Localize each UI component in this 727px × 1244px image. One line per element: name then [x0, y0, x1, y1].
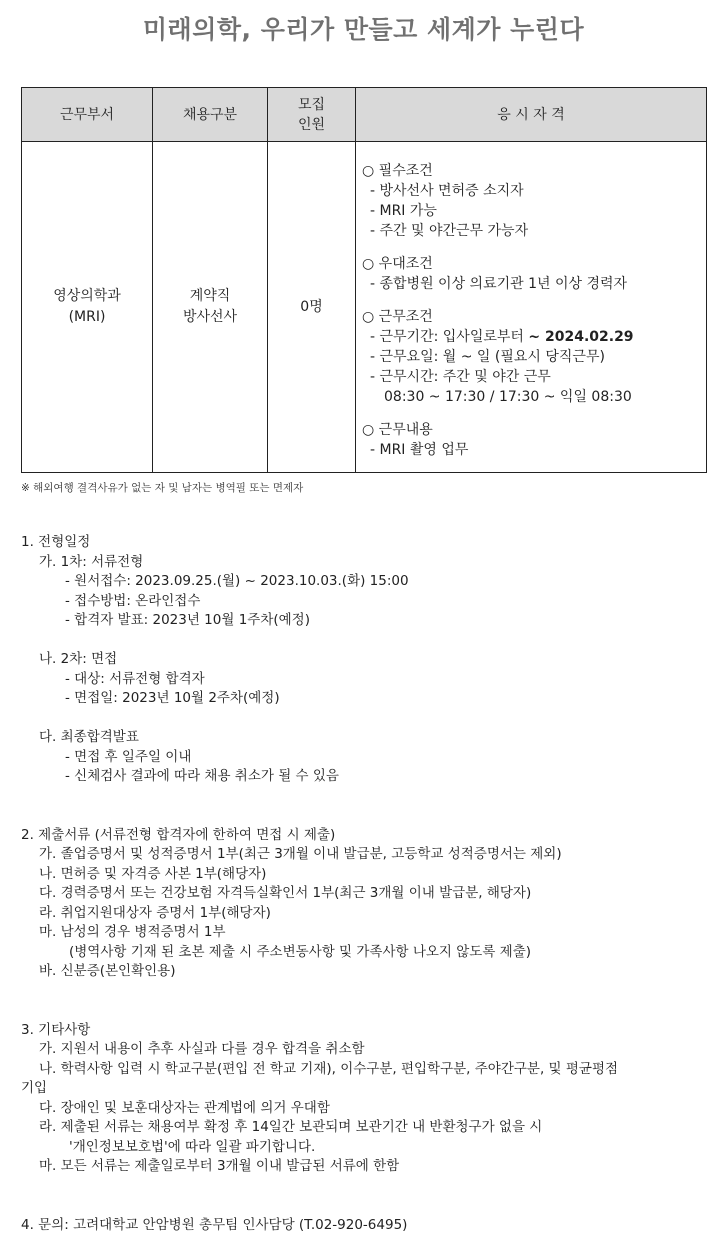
table-footnote: ※ 해외여행 결격사유가 없는 자 및 남자는 병역필 또는 면제자 — [21, 482, 304, 494]
section-title: 1. 전형일정 — [21, 534, 91, 550]
list-item: 라. 취업지원대상자 증명서 1부(해당자) — [39, 904, 271, 921]
work-hours-detail: 08:30 ~ 17:30 / 17:30 ~ 익일 08:30 — [384, 389, 632, 405]
contact-info: 4. 문의: 고려대학교 안암병원 총무팀 인사담당 (T.02-920-6495) — [21, 1216, 408, 1233]
list-item: 다. 최종합격발표 — [39, 729, 139, 745]
required-title: ○ 필수조건 — [362, 163, 433, 179]
cell-dept — [22, 142, 153, 473]
header-count-line2: 인원 — [297, 116, 326, 133]
header-count-line1: 모집 — [297, 96, 326, 113]
list-item-continued: 기입 — [21, 1080, 48, 1096]
list-item: - 면접일: 2023년 10월 2주차(예정) — [65, 690, 280, 706]
document-body — [21, 533, 711, 1235]
list-item: 가. 1차: 서류전형 — [39, 553, 144, 570]
list-item: - 대상: 서류전형 합격자 — [65, 670, 205, 687]
cell-type — [153, 142, 268, 473]
list-item: - 접수방법: 온라인접수 — [65, 592, 201, 609]
list-item: - 합격자 발표: 2023년 10월 1주차(예정) — [65, 612, 310, 628]
required-conditions — [362, 161, 702, 241]
list-item: - 면접 후 일주일 이내 — [65, 748, 192, 765]
required-item: - 방사선사 면허증 소지자 — [370, 183, 524, 199]
work-days: - 근무요일: 월 ~ 일 (필요시 당직근무) — [370, 349, 605, 365]
list-item: 나. 학력사항 입력 시 학교구분(편입 전 학교 기재), 이수구분, 편입학구분, 주야간구분, 및 평균평점 — [39, 1060, 619, 1077]
type-line2: 방사선사 — [182, 309, 238, 325]
work-period — [362, 327, 702, 347]
dept-line1: 영상의학과 — [53, 288, 121, 304]
list-item: - 원서접수: 2023.09.25.(월) ~ 2023.10.03.(화) 15:00 — [65, 573, 409, 589]
work-conditions — [362, 307, 702, 407]
list-item: - 신체검사 결과에 따라 채용 취소가 될 수 있음 — [65, 768, 339, 784]
table-row — [22, 142, 707, 473]
table-header-row — [22, 88, 707, 142]
recruitment-table — [21, 87, 707, 473]
conditions-title: ○ 근무조건 — [362, 309, 433, 325]
work-period-end: ~ 2024.02.29 — [528, 329, 634, 345]
list-item: 마. 모든 서류는 제출일로부터 3개월 이내 발급된 서류에 한함 — [39, 1158, 400, 1174]
list-item: 가. 졸업증명서 및 성적증명서 1부(최근 3개월 이내 발급분, 고등학교 성적증명서는 제외) — [39, 846, 562, 862]
work-hours: - 근무시간: 주간 및 야간 근무 — [370, 369, 551, 385]
list-item: 다. 경력증명서 또는 건강보험 자격득실확인서 1부(최근 3개월 이내 발급분, 해당자) — [39, 885, 532, 901]
preferred-item: - 종합병원 이상 의료기관 1년 이상 경력자 — [370, 276, 628, 292]
work-period-prefix: - 근무기간: 입사일로부터 — [370, 329, 524, 345]
duty-title: ○ 근무내용 — [362, 422, 433, 438]
list-item: 다. 장애인 및 보훈대상자는 관계법에 의거 우대함 — [39, 1099, 330, 1116]
type-line1: 계약직 — [189, 288, 231, 304]
cell-qualifications — [356, 142, 707, 473]
required-item: - 주간 및 야간근무 가능자 — [370, 223, 529, 239]
preferred-title: ○ 우대조건 — [362, 256, 433, 272]
required-item: - MRI 가능 — [370, 203, 437, 219]
list-item: 라. 제출된 서류는 채용여부 확정 후 14일간 보관되며 보관기간 내 반환청구가 없을 시 — [39, 1119, 543, 1135]
page-title: 미래의학, 우리가 만들고 세계가 누린다 — [142, 15, 585, 44]
cell-count: 0명 — [268, 142, 356, 473]
list-item: '개인정보보호법'에 따라 일괄 파기합니다. — [69, 1138, 316, 1155]
header-dept: 근무부서 — [22, 88, 153, 142]
list-item: 나. 면허증 및 자격증 사본 1부(해당자) — [39, 865, 267, 882]
list-item: 마. 남성의 경우 병적증명서 1부 — [39, 924, 226, 940]
section-title: 3. 기타사항 — [21, 1021, 91, 1038]
list-item: (병역사항 기재 된 초본 제출 시 주소변동사항 및 가족사항 나오지 않도록 제출) — [69, 943, 532, 960]
list-item: 나. 2차: 면접 — [39, 651, 118, 667]
header-qual: 응 시 자 격 — [356, 88, 707, 142]
header-type: 채용구분 — [153, 88, 268, 142]
header-count — [268, 88, 356, 142]
preferred-conditions — [362, 254, 702, 294]
list-item: 바. 신분증(본인확인용) — [39, 963, 176, 979]
section-title: 2. 제출서류 (서류전형 합격자에 한하여 면접 시 제출) — [21, 826, 336, 843]
dept-line2: (MRI) — [68, 309, 106, 325]
duty-description — [362, 420, 702, 460]
duty-item: - MRI 촬영 업무 — [370, 442, 469, 458]
list-item: 가. 지원서 내용이 추후 사실과 다를 경우 합격을 취소함 — [39, 1041, 365, 1057]
